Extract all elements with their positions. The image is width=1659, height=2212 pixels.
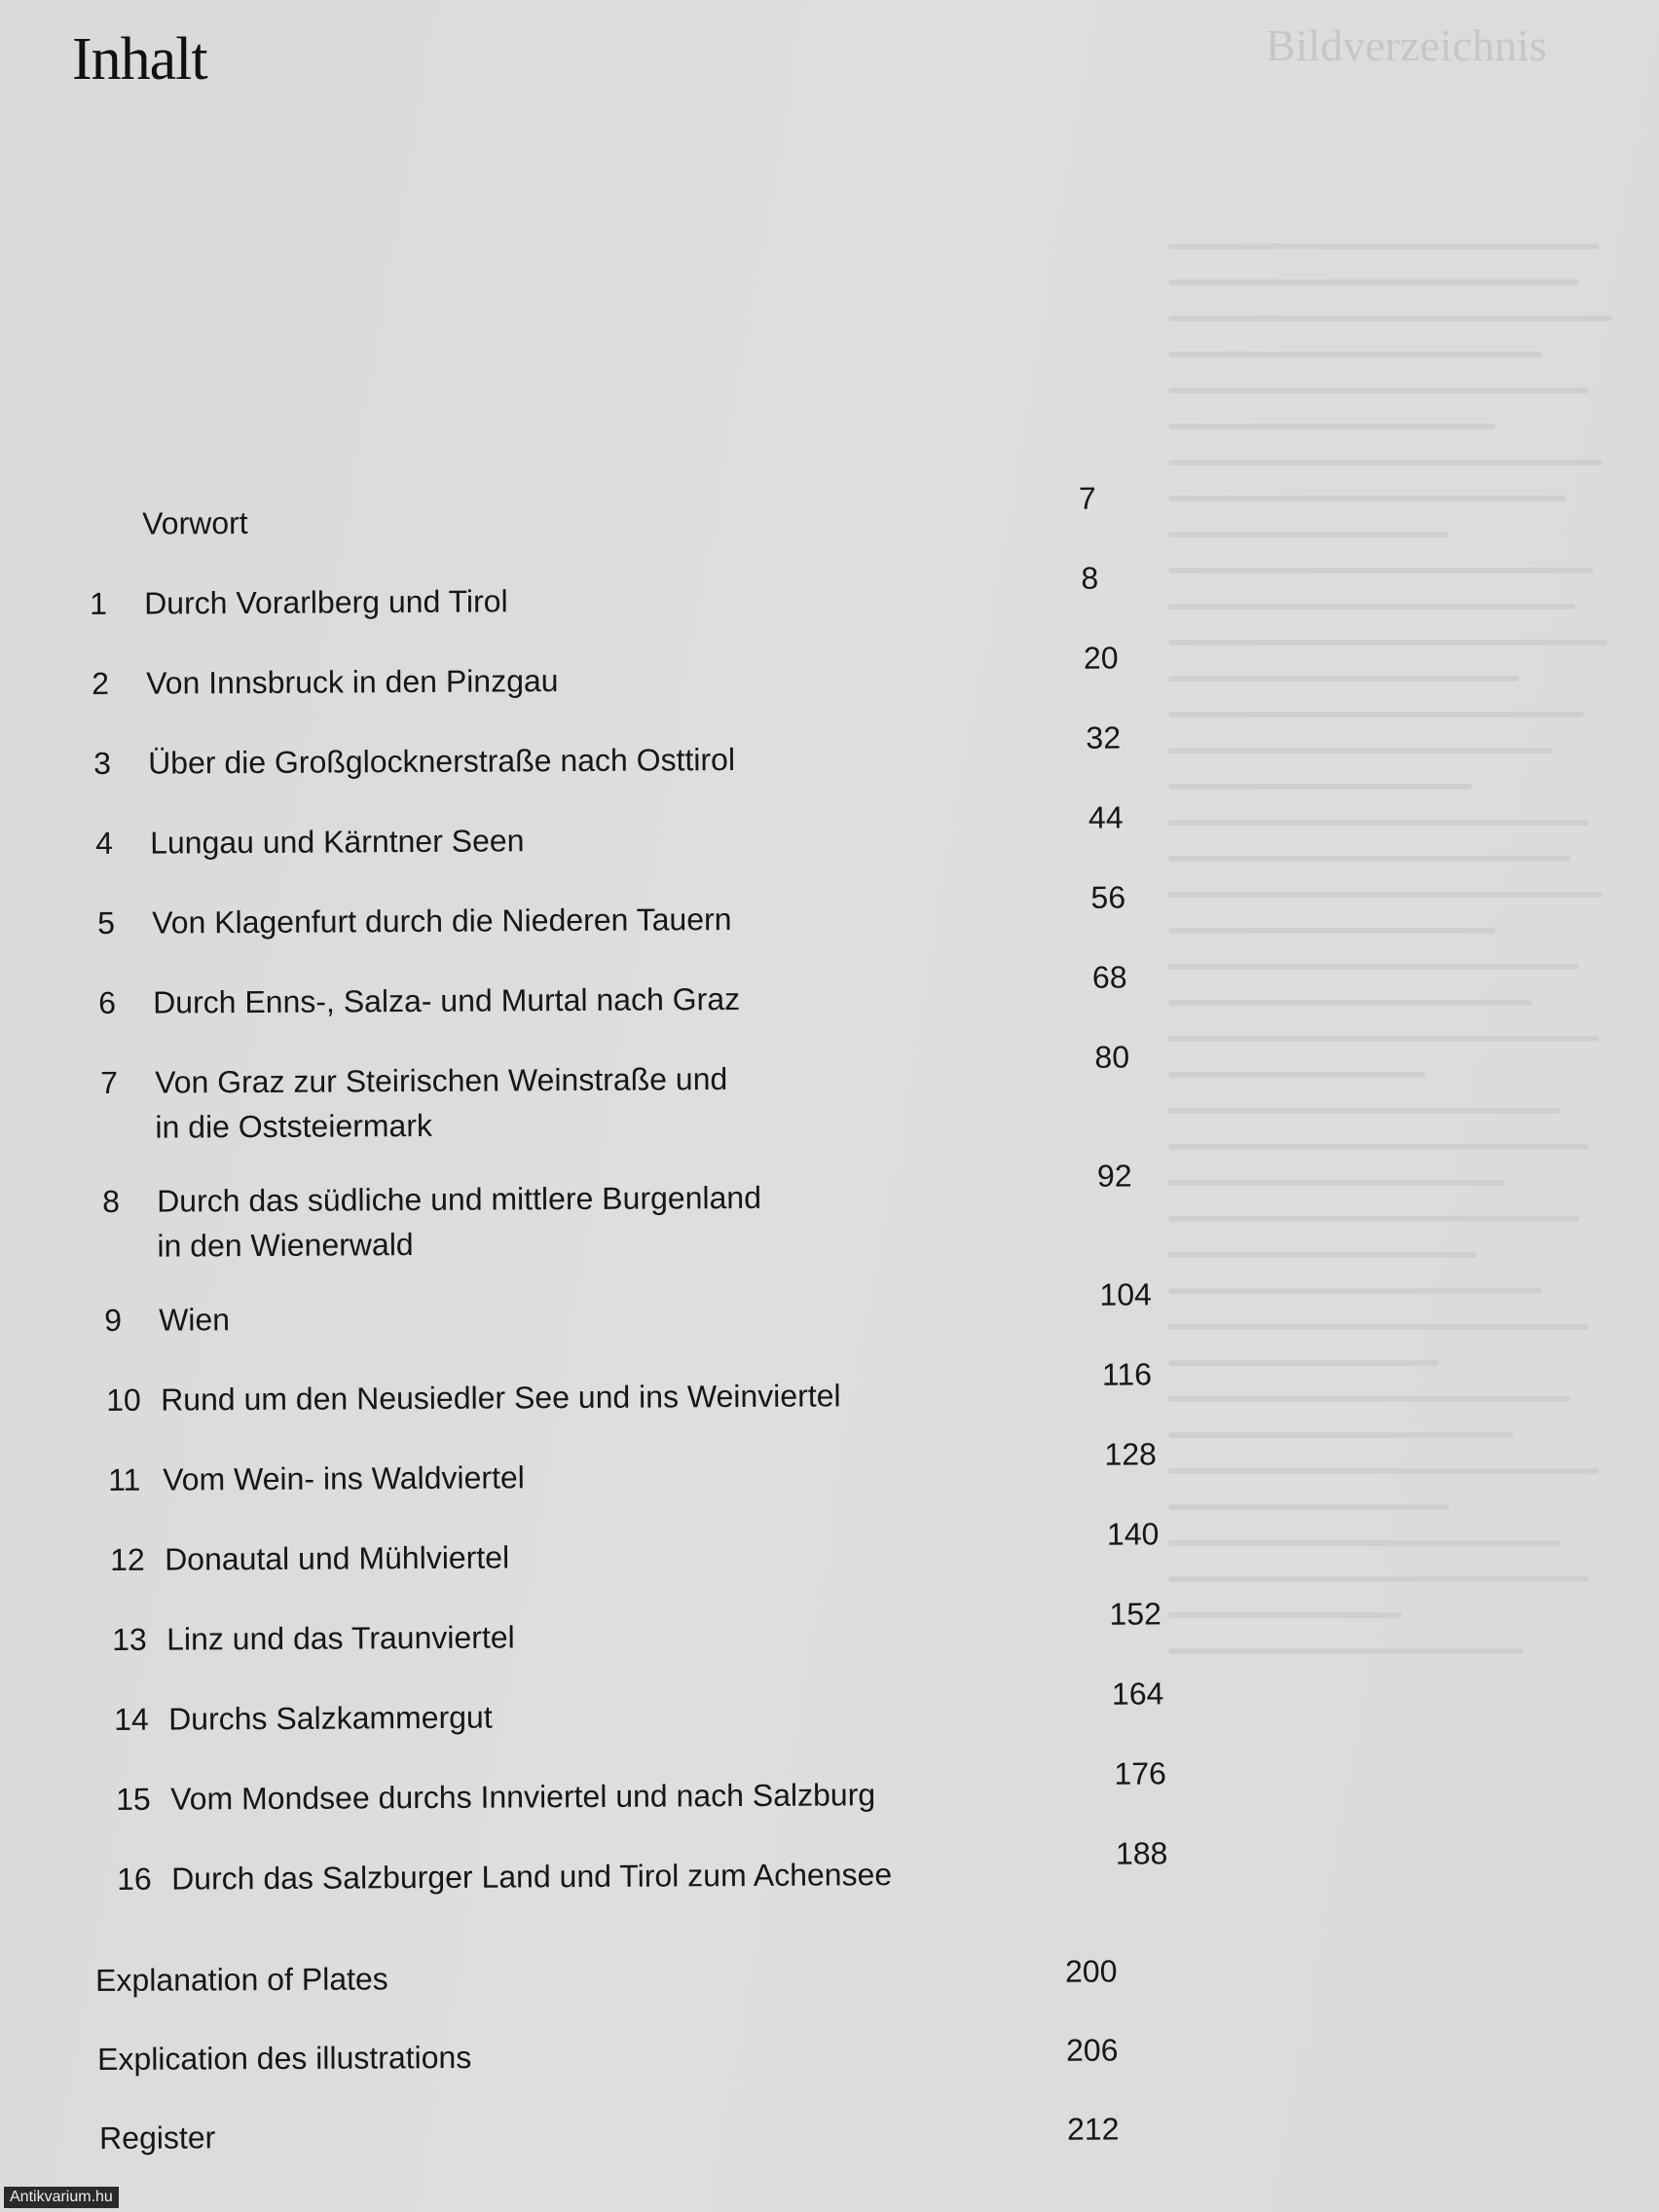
chapter-title: Von Graz zur Steirischen Weinstraße und bbox=[155, 1061, 728, 1100]
page-number: 32 bbox=[1086, 719, 1121, 756]
chapter-title: Durchs Salzkammergut bbox=[167, 1699, 493, 1737]
chapter-title: Von Klagenfurt durch die Niederen Tauern bbox=[151, 902, 732, 940]
page-number: 104 bbox=[1099, 1276, 1153, 1312]
chapter-title: in die Oststeiermark bbox=[155, 1107, 433, 1145]
chapter-title: in den Wienerwald bbox=[157, 1227, 414, 1264]
page-number: 206 bbox=[1065, 2032, 1119, 2068]
chapter-number: 2 bbox=[91, 665, 109, 701]
page-number: 44 bbox=[1088, 799, 1124, 835]
chapter-number: 3 bbox=[92, 745, 111, 781]
chapter-number: 1 bbox=[89, 585, 107, 621]
chapter-title: Linz und das Traunviertel bbox=[166, 1619, 515, 1657]
chapter-title: Rund um den Neusiedler See und ins Weinviertel bbox=[161, 1378, 841, 1418]
chapter-number: 9 bbox=[104, 1302, 123, 1338]
bleed-through-heading: Bildverzeichnis bbox=[1266, 20, 1547, 70]
page-number: 128 bbox=[1104, 1436, 1157, 1472]
page-number: 176 bbox=[1113, 1755, 1166, 1791]
page-number: 152 bbox=[1109, 1596, 1161, 1632]
chapter-title: Vom Wein- ins Waldviertel bbox=[162, 1459, 525, 1497]
chapter-title: Lungau und Kärntner Seen bbox=[149, 823, 525, 861]
chapter-title: Über die Großglocknerstraße nach Osttirol bbox=[147, 741, 735, 781]
page-number: 188 bbox=[1116, 1835, 1168, 1871]
chapter-number: 12 bbox=[109, 1541, 145, 1577]
page-number: 92 bbox=[1097, 1158, 1132, 1194]
chapter-number: 7 bbox=[100, 1064, 119, 1100]
chapter-number: 11 bbox=[107, 1461, 141, 1497]
page-number: 212 bbox=[1066, 2111, 1120, 2147]
page-number: 80 bbox=[1094, 1039, 1130, 1075]
page-number: 68 bbox=[1092, 959, 1128, 995]
chapter-title: Vom Mondsee durchs Innviertel und nach Salzburg bbox=[169, 1777, 875, 1817]
chapter-number: 15 bbox=[115, 1781, 151, 1817]
chapter-title: Durch das südliche und mittlere Burgenland bbox=[157, 1179, 762, 1219]
page-number: 116 bbox=[1101, 1356, 1153, 1392]
chapter-number: 14 bbox=[113, 1701, 149, 1737]
page-number: 7 bbox=[1078, 480, 1096, 516]
chapter-title: Durch Vorarlberg und Tirol bbox=[143, 583, 508, 621]
chapter-number: 16 bbox=[117, 1861, 153, 1897]
back-matter-title: Explication des illustrations bbox=[97, 2039, 472, 2077]
back-matter-title: Register bbox=[99, 2120, 216, 2156]
page-number: 164 bbox=[1111, 1676, 1164, 1712]
chapter-number: 4 bbox=[94, 825, 113, 861]
page-title: Inhalt bbox=[72, 26, 207, 92]
chapter-number: 5 bbox=[96, 904, 115, 940]
chapter-title: Durch Enns-, Salza- und Murtal nach Graz bbox=[153, 980, 741, 1020]
page-number: 200 bbox=[1064, 1953, 1118, 1989]
page-number: 8 bbox=[1081, 560, 1099, 596]
chapter-number: 10 bbox=[106, 1382, 141, 1418]
page-number: 56 bbox=[1089, 879, 1125, 915]
chapter-number: 6 bbox=[98, 984, 117, 1020]
chapter-number: 8 bbox=[102, 1183, 121, 1219]
back-matter-title: Explanation of Plates bbox=[95, 1961, 388, 1998]
chapter-title: Durch das Salzburger Land und Tirol zum Achensee bbox=[171, 1857, 893, 1897]
watermark: Antikvarium.hu bbox=[4, 2187, 119, 2208]
chapter-title: Wien bbox=[159, 1302, 231, 1338]
page-number: 140 bbox=[1106, 1516, 1160, 1552]
chapter-title: Von Innsbruck in den Pinzgau bbox=[145, 663, 559, 701]
chapter-title: Donautal und Mühlviertel bbox=[164, 1539, 510, 1577]
chapter-title: Vorwort bbox=[142, 504, 248, 541]
chapter-number: 13 bbox=[111, 1621, 147, 1657]
page-number: 20 bbox=[1083, 640, 1119, 676]
